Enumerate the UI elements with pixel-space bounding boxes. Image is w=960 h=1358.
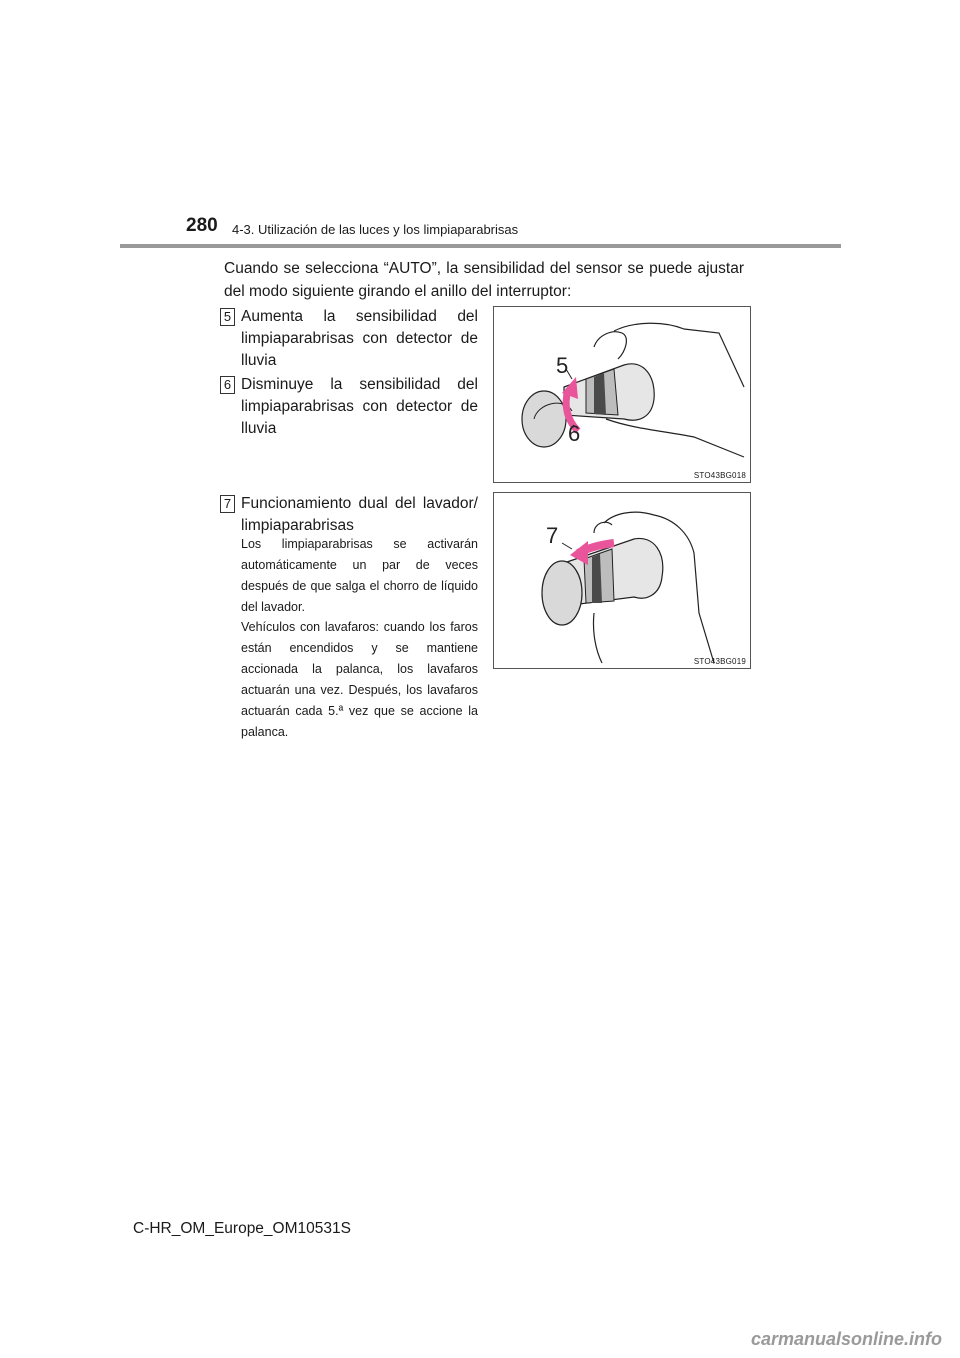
- item-text: Disminuye la sensibilidad del limpiaparabrisas con detector de lluvia: [241, 376, 478, 437]
- document-footer: C-HR_OM_Europe_OM10531S: [133, 1220, 351, 1237]
- header-divider: [120, 244, 841, 248]
- figure-code: STO43BG019: [693, 657, 746, 666]
- watermark: carmanualsonline.info: [750, 1329, 942, 1349]
- item-number-badge: 7: [220, 495, 235, 513]
- note-paragraph: Vehículos con lavafaros: cuando los faros están encendidos y se mantiene accionada la palanca, los lavafaros actuarán una vez. Después, los lavafaros actuarán cada 5.ª vez que se accione la palanca.: [241, 620, 478, 739]
- section-title: 4-3. Utilización de las luces y los limpiaparabrisas: [232, 222, 519, 237]
- figure-dual-washer: [493, 492, 751, 669]
- item-number-badge: 5: [220, 308, 235, 326]
- wiper-lever-illustration: [494, 493, 750, 668]
- wiper-switch-illustration: [494, 307, 750, 482]
- figure-code: STO43BG018: [693, 471, 746, 480]
- callout-label: 5: [556, 353, 569, 378]
- item-number-badge: 6: [220, 376, 235, 394]
- callout-label: 7: [546, 523, 559, 548]
- note-paragraph: Los limpiaparabrisas se activarán automáticamente un par de veces después de que salga el chorro de líquido del lavador.: [241, 537, 478, 614]
- intro-paragraph: Cuando se selecciona “AUTO”, la sensibilidad del sensor se puede ajustar del modo siguiente girando el anillo del interruptor:: [224, 260, 744, 300]
- page-number: 280: [186, 215, 218, 236]
- item-text: Funcionamiento dual del lavador/ limpiaparabrisas: [241, 495, 478, 534]
- figure-wiper-ring-sensitivity: [493, 306, 751, 483]
- item-text: Aumenta la sensibilidad del limpiaparabrisas con detector de lluvia: [241, 308, 478, 369]
- callout-label: 6: [568, 421, 581, 446]
